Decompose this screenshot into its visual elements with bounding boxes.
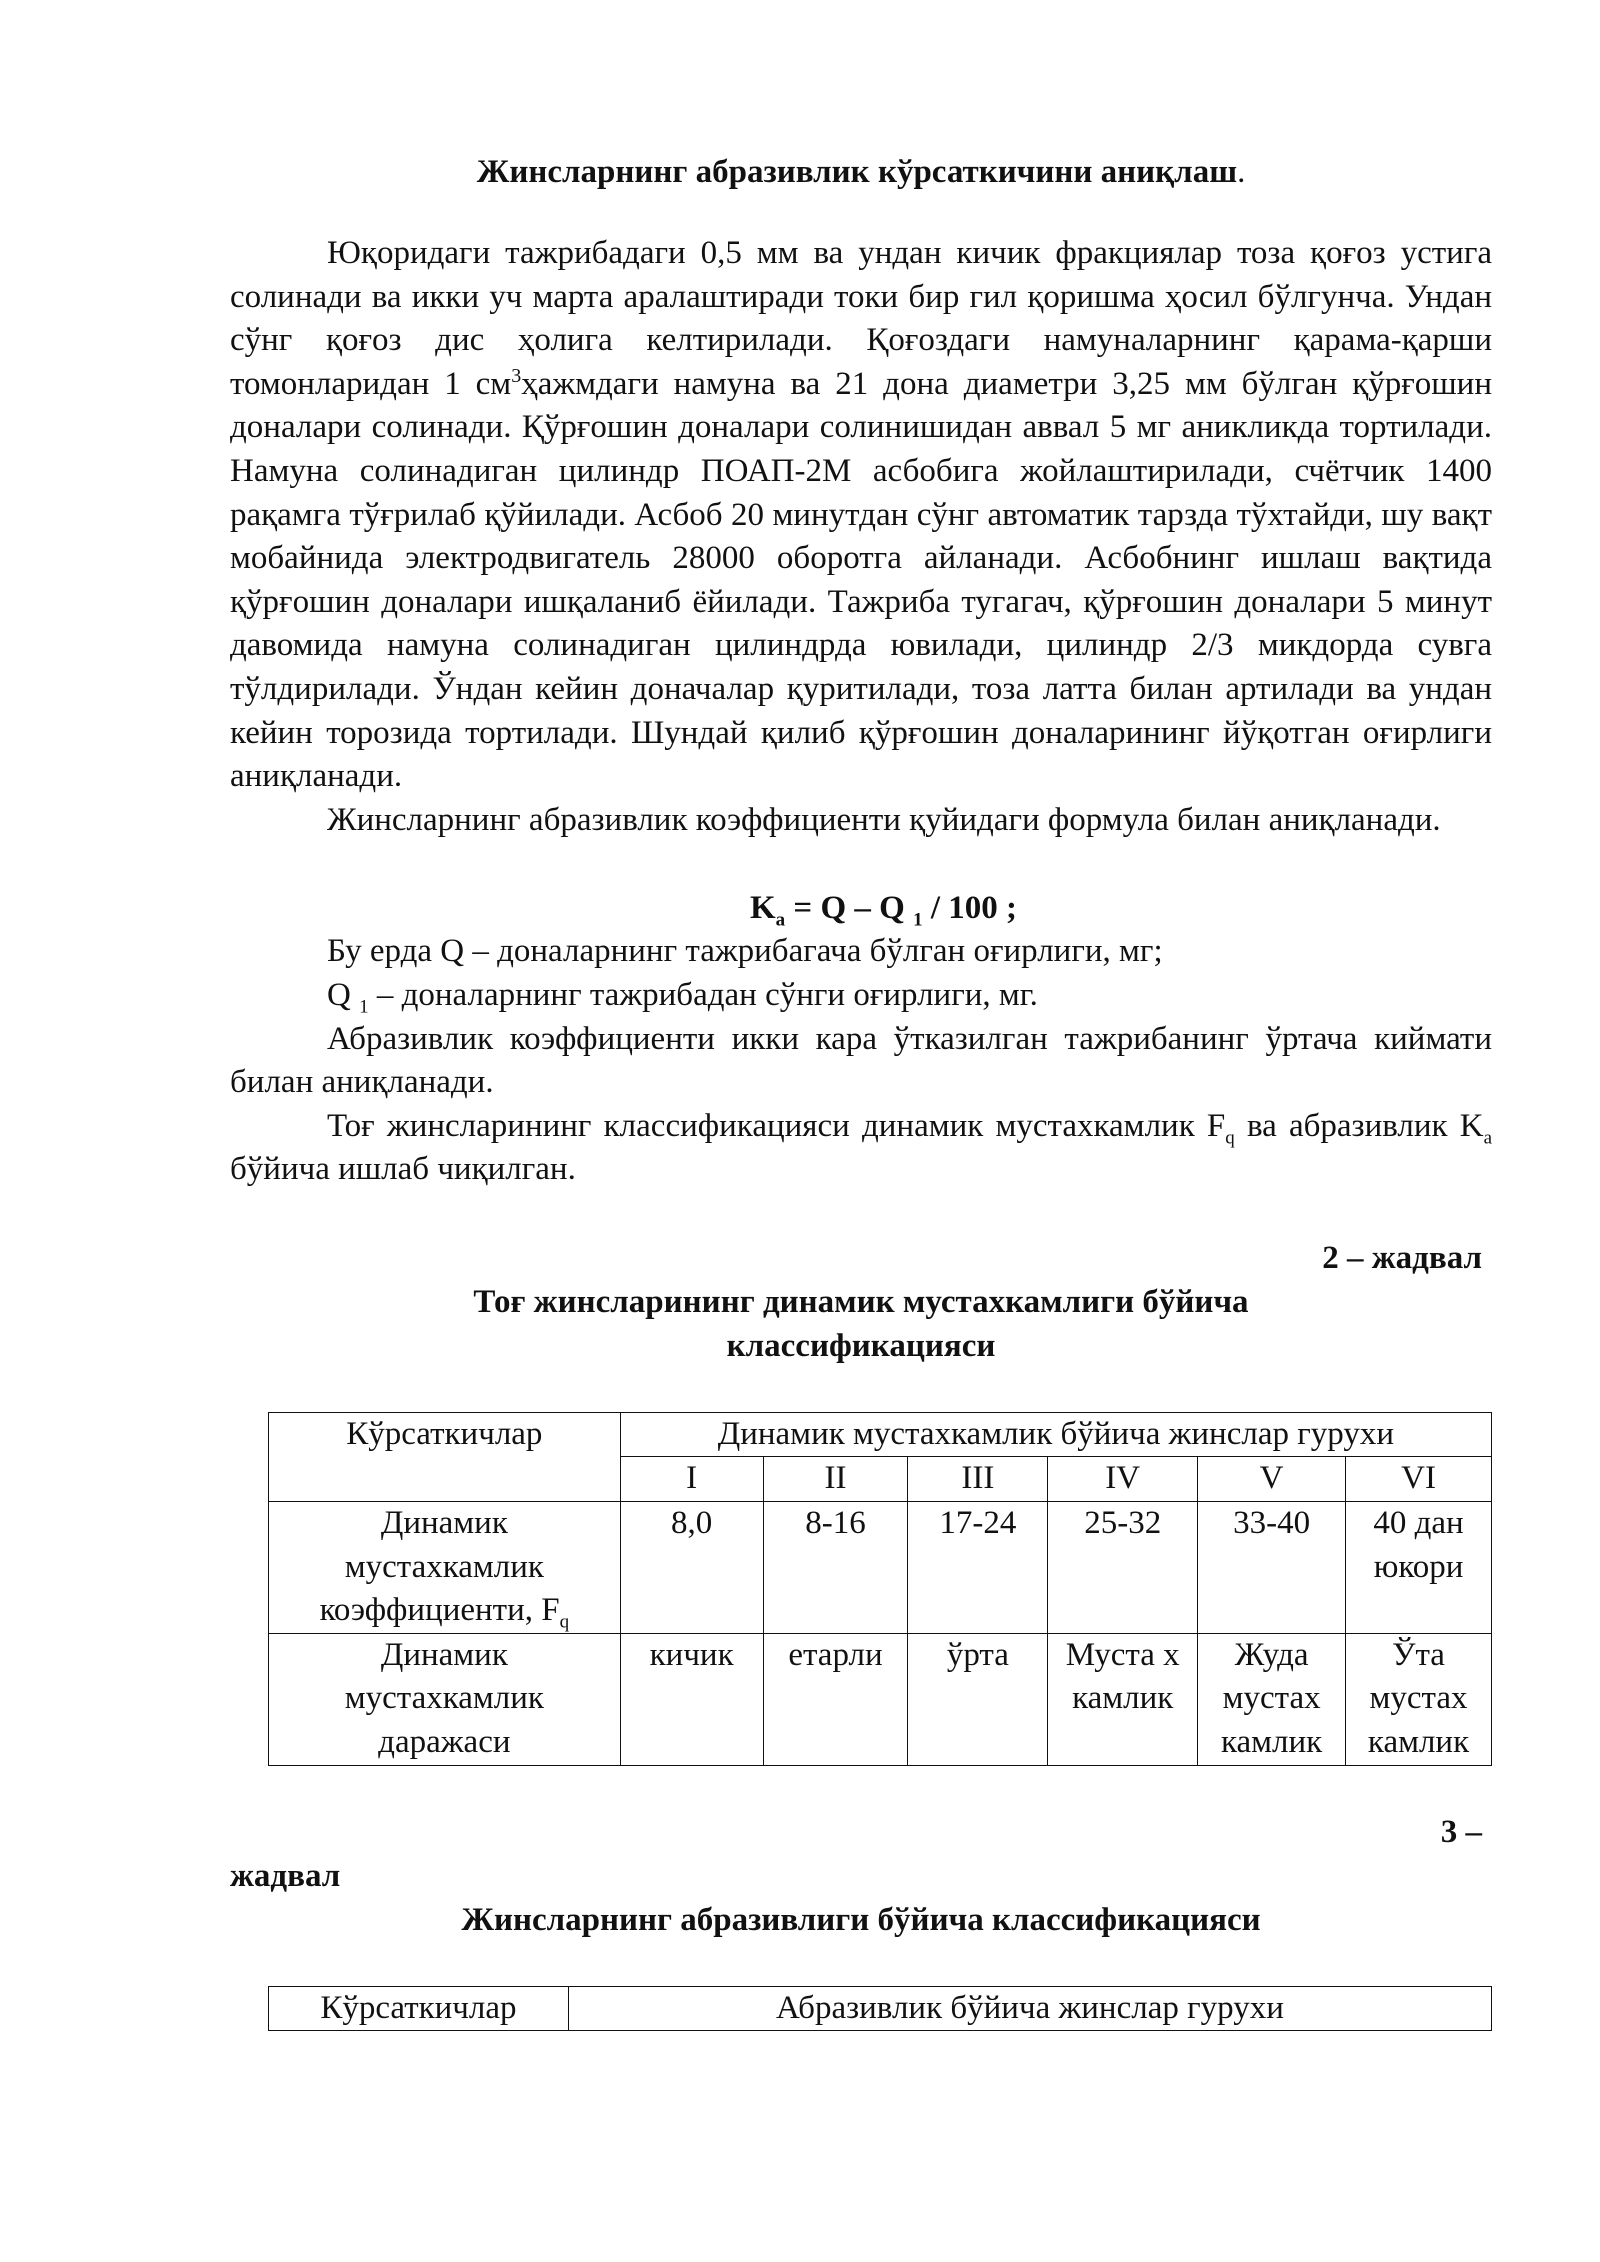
paragraph-procedure-part1: Юқоридаги тажрибадаги 0,5 мм ва ундан кичик фракциялар тоза қоғоз устига солинади ва икки уч марта аралаштиради токи бир гил қоришма ҳосил бўлгунча. Ундан сўнг қоғоз дис ҳолига келтирилади. Қоғоздаги намуналарнинг қарама-қарши томонларидан 1 см [230, 235, 1492, 402]
explanation-q1 [230, 974, 1492, 1018]
table2-cell: Жуда мустах камлик [1198, 1633, 1346, 1765]
table2-group-cell: II [763, 1457, 908, 1502]
classification-text-2: ва абразивлик K [1234, 1107, 1484, 1144]
table3-title: Жинсларнинг абразивлиги бўйича классификацияси [461, 1901, 1261, 1938]
formula-part1: = Q – Q [785, 890, 914, 927]
table3-abrasiveness [268, 1986, 1492, 2032]
table2-row2-label-c: даражаси [378, 1724, 511, 1761]
table2-row1-label-c-wrap [271, 1589, 618, 1633]
table2-row2-label-a: Динамик [380, 1636, 508, 1673]
table2-title-line1: Тоғ жинсларининг динамик мустахкамлиги бўйича [473, 1283, 1249, 1320]
table2-cell: Муста х камлик [1048, 1633, 1198, 1765]
table2-group-cell: III [908, 1457, 1048, 1502]
table3-label-number: 3 – [1440, 1813, 1482, 1850]
paragraph-average: Абразивлик коэффициенти икки кара ўтказилган тажрибанинг ўртача киймати билан аниқланади. [230, 1020, 1492, 1101]
table2-row-coefficient-label [269, 1502, 621, 1634]
section-heading-text: Жинсларнинг абразивлик кўрсаткичини аниқлаш [476, 154, 1238, 190]
classification-text-1: Тоғ жинсларининг классификацияси динамик мустахкамлик F [327, 1107, 1226, 1144]
document-page [230, 150, 1492, 2031]
table2-row1-label-sub: q [559, 1611, 570, 1633]
table2-row1-label-a: Динамик [380, 1505, 508, 1542]
table2-group-cell: V [1198, 1457, 1346, 1502]
heading-period: . [1237, 154, 1246, 190]
classification-text-3: бўйича ишлаб чиқилган. [230, 1151, 576, 1188]
table2-cell: 25-32 [1048, 1502, 1198, 1634]
formula-k-subscript: a [775, 909, 786, 931]
table2-cell: 40 дан юкори [1346, 1502, 1492, 1634]
section-heading [230, 150, 1492, 194]
table2-header-indicator: Кўрсаткичлар [269, 1412, 621, 1501]
table2-header-group: Динамик мустахкамлик бўйича жинслар гурухи [620, 1412, 1491, 1457]
explanation-q1-text: – доналарнинг тажрибадан сўнги оғирлиги, мг. [368, 976, 1038, 1013]
table3-label-word: жадвал [230, 1857, 341, 1894]
table2-group-cell: IV [1048, 1457, 1198, 1502]
table2-row-degree [269, 1633, 1492, 1765]
table2-cell: 8-16 [763, 1502, 908, 1634]
paragraph-classification [230, 1105, 1492, 1192]
table2-cell: ўрта [908, 1633, 1048, 1765]
formula-q-subscript: 1 [913, 909, 923, 931]
table2-title [230, 1280, 1492, 1368]
table2-row2-label-b: мустахкамлик [344, 1680, 544, 1717]
superscript-cube: 3 [511, 364, 522, 387]
table2-cell: 8,0 [620, 1502, 763, 1634]
table2-cell: етарли [763, 1633, 908, 1765]
explanation-q1-subscript: 1 [359, 996, 369, 1018]
table2-group-cell: I [620, 1457, 763, 1502]
table2-cell: кичик [620, 1633, 763, 1765]
paragraph-formula-intro: Жинсларнинг абразивлик коэффициенти қуйидаги формула билан аниқланади. [327, 801, 1441, 838]
table2-row-coefficient [269, 1502, 1492, 1634]
classification-fq-subscript: q [1225, 1127, 1235, 1149]
table2-group-cell: VI [1346, 1457, 1492, 1502]
explanation-q: Бу ерда Q – доналарнинг тажрибагача бўлган оғирлиги, мг; [327, 933, 1163, 970]
table3-header-indicator: Кўрсаткичлар [269, 1986, 569, 2031]
table2-cell: Ўта мустах камлик [1346, 1633, 1492, 1765]
explanation-q1-symbol: Q [327, 976, 360, 1013]
table2-label: 2 – жадвал [1322, 1239, 1482, 1276]
formula-part2: / 100 ; [922, 890, 1017, 927]
paragraph-procedure-part2: ҳажмдаги намуна ва 21 дона диаметри 3,25 мм бўлган қўрғошин доналари солинади. Қўрғошин доналари солинишидан аввал 5 мг аникликда тортилади. Намуна солинадиган цилиндр ПОАП-2М асбобига жойлаштирилади, счётчик 1400 рақамга тўғрилаб қўйилади. Асбоб 20 минутдан сўнг автоматик тарзда тўхтайди, шу вақт мобайнида электродвигатель 28000 оборотга айланади. Асбобнинг ишлаш вақтида қўрғошин доналари ишқаланиб ёйилади. Тажриба тугагач, қўрғошин доналари 5 минут давомида намуна солинадиган цилиндрда ювилади, цилиндр 2/3 микдорда сувга тўлдирилади. Ўндан кейин доначалар қуритилади, тоза латта билан артилади ва ундан кейин торозида тортилади. Шундай қилиб қўрғошин доналарининг йўқотган оғирлиги аниқланади. [230, 365, 1492, 795]
table2-dynamic-strength [268, 1412, 1492, 1766]
classification-ka-subscript: a [1483, 1127, 1493, 1149]
table2-header-row [269, 1412, 1492, 1457]
formula-k: K [750, 890, 776, 927]
table2-row1-label-c: коэффициенти, F [319, 1592, 560, 1629]
table2-row1-label-b: мустахкамлик [344, 1548, 544, 1585]
table3-header-row [269, 1986, 1492, 2031]
table2-title-line2: классификацияси [726, 1327, 996, 1364]
table2-row-degree-label [269, 1633, 621, 1765]
abrasiveness-formula [230, 886, 1492, 930]
paragraph-procedure [230, 232, 1492, 799]
table2-cell: 17-24 [908, 1502, 1048, 1634]
table2-cell: 33-40 [1198, 1502, 1346, 1634]
table3-header-group: Абразивлик бўйича жинслар гурухи [568, 1986, 1491, 2031]
